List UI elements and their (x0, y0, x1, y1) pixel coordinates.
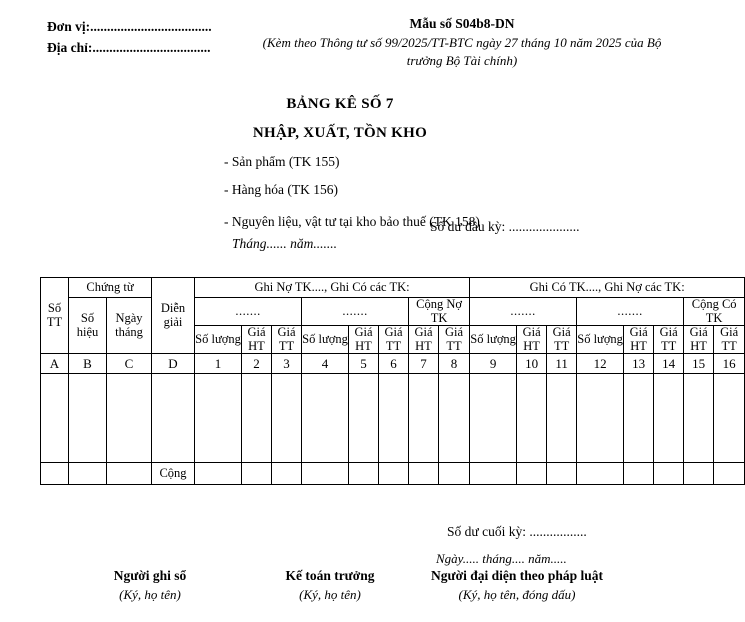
form-number: Mẫu số S04b8-DN (409, 16, 515, 31)
col-header-chung-tu: Chứng từ (69, 278, 152, 298)
col-header-debit-sub-1: ....... (195, 298, 302, 326)
col-index-15: 15 (684, 354, 714, 374)
unit-info-block (47, 16, 212, 58)
col-header-debit-group: Ghi Nợ TK...., Ghi Có các TK: (195, 278, 470, 298)
col-header-gia-tt-5: Giá TT (654, 326, 684, 354)
subject-item-materials: - Nguyên liệu, vật tư tại kho bảo thuế (TK 158) (224, 214, 480, 229)
table-column-index-row (41, 354, 745, 374)
col-header-credit-group: Ghi Có TK...., Ghi Nợ các TK: (470, 278, 745, 298)
col-index-12: 12 (577, 354, 624, 374)
total-cell-3[interactable] (272, 463, 302, 485)
signature-title-chief-accountant: Kế toán trưởng (285, 568, 375, 583)
address-field: Địa chỉ:................................... (47, 40, 211, 55)
col-index-3: 3 (272, 354, 302, 374)
col-header-gia-ht-1: Giá HT (242, 326, 272, 354)
col-header-gia-tt-1: Giá TT (272, 326, 302, 354)
col-header-so-luong-2: Số lượng (302, 326, 349, 354)
col-header-cong-no-tk: Cộng Nợ TK (409, 298, 470, 326)
total-cell-13[interactable] (624, 463, 654, 485)
total-cell-so-hieu (69, 463, 107, 485)
signature-date-line: Ngày..... tháng.... năm..... (436, 551, 567, 566)
total-cell-ngay-thang (107, 463, 152, 485)
subject-item-product: - Sản phẩm (TK 155) (224, 154, 340, 169)
col-index-8: 8 (439, 354, 470, 374)
signature-title-legal-representative: Người đại diện theo pháp luật (431, 568, 603, 583)
subject-item-goods: - Hàng hóa (TK 156) (224, 182, 338, 197)
cell-1[interactable] (195, 374, 242, 463)
cell-10[interactable] (517, 374, 547, 463)
col-index-16: 16 (714, 354, 745, 374)
form-number-block (262, 14, 662, 70)
col-header-ngay-thang: Ngày tháng (107, 298, 152, 354)
col-header-gia-ht-4: Giá HT (517, 326, 547, 354)
closing-balance-line: Số dư cuối kỳ: ................. (447, 524, 587, 539)
col-index-5: 5 (349, 354, 379, 374)
total-cell-6[interactable] (379, 463, 409, 485)
col-header-so-hieu: Số hiệu (69, 298, 107, 354)
col-index-7: 7 (409, 354, 439, 374)
total-cell-16[interactable] (714, 463, 745, 485)
col-header-credit-sub-2: ....... (577, 298, 684, 326)
col-header-gia-ht-5: Giá HT (624, 326, 654, 354)
col-index-1: 1 (195, 354, 242, 374)
total-cell-7[interactable] (409, 463, 439, 485)
signature-sub-legal-representative: (Ký, họ tên, đóng dấu) (458, 587, 576, 602)
ledger-table (40, 277, 745, 485)
ledger-table-wrapper (40, 277, 745, 485)
cell-15[interactable] (684, 374, 714, 463)
total-cell-9[interactable] (470, 463, 517, 485)
cell-16[interactable] (714, 374, 745, 463)
signature-block-chief-accountant (240, 567, 420, 603)
total-cell-5[interactable] (349, 463, 379, 485)
total-cell-2[interactable] (242, 463, 272, 485)
cell-3[interactable] (272, 374, 302, 463)
total-cell-1[interactable] (195, 463, 242, 485)
subject-list (224, 148, 484, 230)
signature-sub-chief-accountant: (Ký, họ tên) (299, 587, 361, 602)
unit-field: Đơn vị:.................................... (47, 19, 212, 34)
col-header-gia-tt-6: Giá TT (714, 326, 745, 354)
page-title: BẢNG KÊ SỐ 7 (286, 96, 394, 112)
cell-11[interactable] (547, 374, 577, 463)
table-header-row-subgroups (41, 298, 745, 326)
total-cell-stt (41, 463, 69, 485)
col-header-gia-tt-3: Giá TT (439, 326, 470, 354)
col-header-credit-sub-1: ....... (470, 298, 577, 326)
cell-12[interactable] (577, 374, 624, 463)
table-total-row (41, 463, 745, 485)
table-row[interactable] (41, 374, 745, 463)
col-header-gia-tt-2: Giá TT (379, 326, 409, 354)
col-index-9: 9 (470, 354, 517, 374)
page-subtitle: NHẬP, XUẤT, TỒN KHO (252, 125, 428, 141)
col-header-dien-giai: Diễn giải (152, 278, 195, 354)
total-cell-10[interactable] (517, 463, 547, 485)
cell-9[interactable] (470, 374, 517, 463)
col-index-2: 2 (242, 354, 272, 374)
cell-4[interactable] (302, 374, 349, 463)
col-index-4: 4 (302, 354, 349, 374)
signature-block-recorder (60, 567, 240, 603)
cell-6[interactable] (379, 374, 409, 463)
col-index-C: C (107, 354, 152, 374)
cell-7[interactable] (409, 374, 439, 463)
col-index-D: D (152, 354, 195, 374)
cell-2[interactable] (242, 374, 272, 463)
total-cell-15[interactable] (684, 463, 714, 485)
col-header-gia-tt-4: Giá TT (547, 326, 577, 354)
cell-14[interactable] (654, 374, 684, 463)
col-header-debit-sub-2: ....... (302, 298, 409, 326)
col-header-gia-ht-3: Giá HT (409, 326, 439, 354)
col-header-cong-co-tk: Cộng Có TK (684, 298, 745, 326)
cell-5[interactable] (349, 374, 379, 463)
table-header-row-groups (41, 278, 745, 298)
cell-ngay-thang[interactable] (107, 374, 152, 463)
opening-balance-line: Số dư đầu kỳ: ..................... (430, 219, 580, 234)
total-row-label: Cộng (152, 463, 195, 485)
col-header-so-luong-3: Số lượng (470, 326, 517, 354)
form-reference: (Kèm theo Thông tư số 99/2025/TT-BTC ngày 27 tháng 10 năm 2025 của Bộ trưởng Bộ Tài chính) (262, 35, 662, 68)
total-cell-11[interactable] (547, 463, 577, 485)
col-header-gia-ht-6: Giá HT (684, 326, 714, 354)
cell-dien-giai[interactable] (152, 374, 195, 463)
cell-so-hieu[interactable] (69, 374, 107, 463)
col-header-gia-ht-2: Giá HT (349, 326, 379, 354)
total-cell-14[interactable] (654, 463, 684, 485)
col-index-6: 6 (379, 354, 409, 374)
period-line: Tháng...... năm....... (232, 236, 338, 251)
col-index-10: 10 (517, 354, 547, 374)
total-cell-12[interactable] (577, 463, 624, 485)
cell-8[interactable] (439, 374, 470, 463)
col-index-B: B (69, 354, 107, 374)
col-header-stt: Số TT (41, 278, 69, 354)
col-header-so-luong-1: Số lượng (195, 326, 242, 354)
cell-stt[interactable] (41, 374, 69, 463)
col-index-13: 13 (624, 354, 654, 374)
total-cell-8[interactable] (439, 463, 470, 485)
col-index-14: 14 (654, 354, 684, 374)
cell-13[interactable] (624, 374, 654, 463)
signature-sub-recorder: (Ký, họ tên) (119, 587, 181, 602)
col-header-so-luong-4: Số lượng (577, 326, 624, 354)
col-index-A: A (41, 354, 69, 374)
col-index-11: 11 (547, 354, 577, 374)
total-cell-4[interactable] (302, 463, 349, 485)
signature-block-legal-representative (418, 567, 616, 603)
signature-title-recorder: Người ghi sổ (113, 568, 187, 583)
